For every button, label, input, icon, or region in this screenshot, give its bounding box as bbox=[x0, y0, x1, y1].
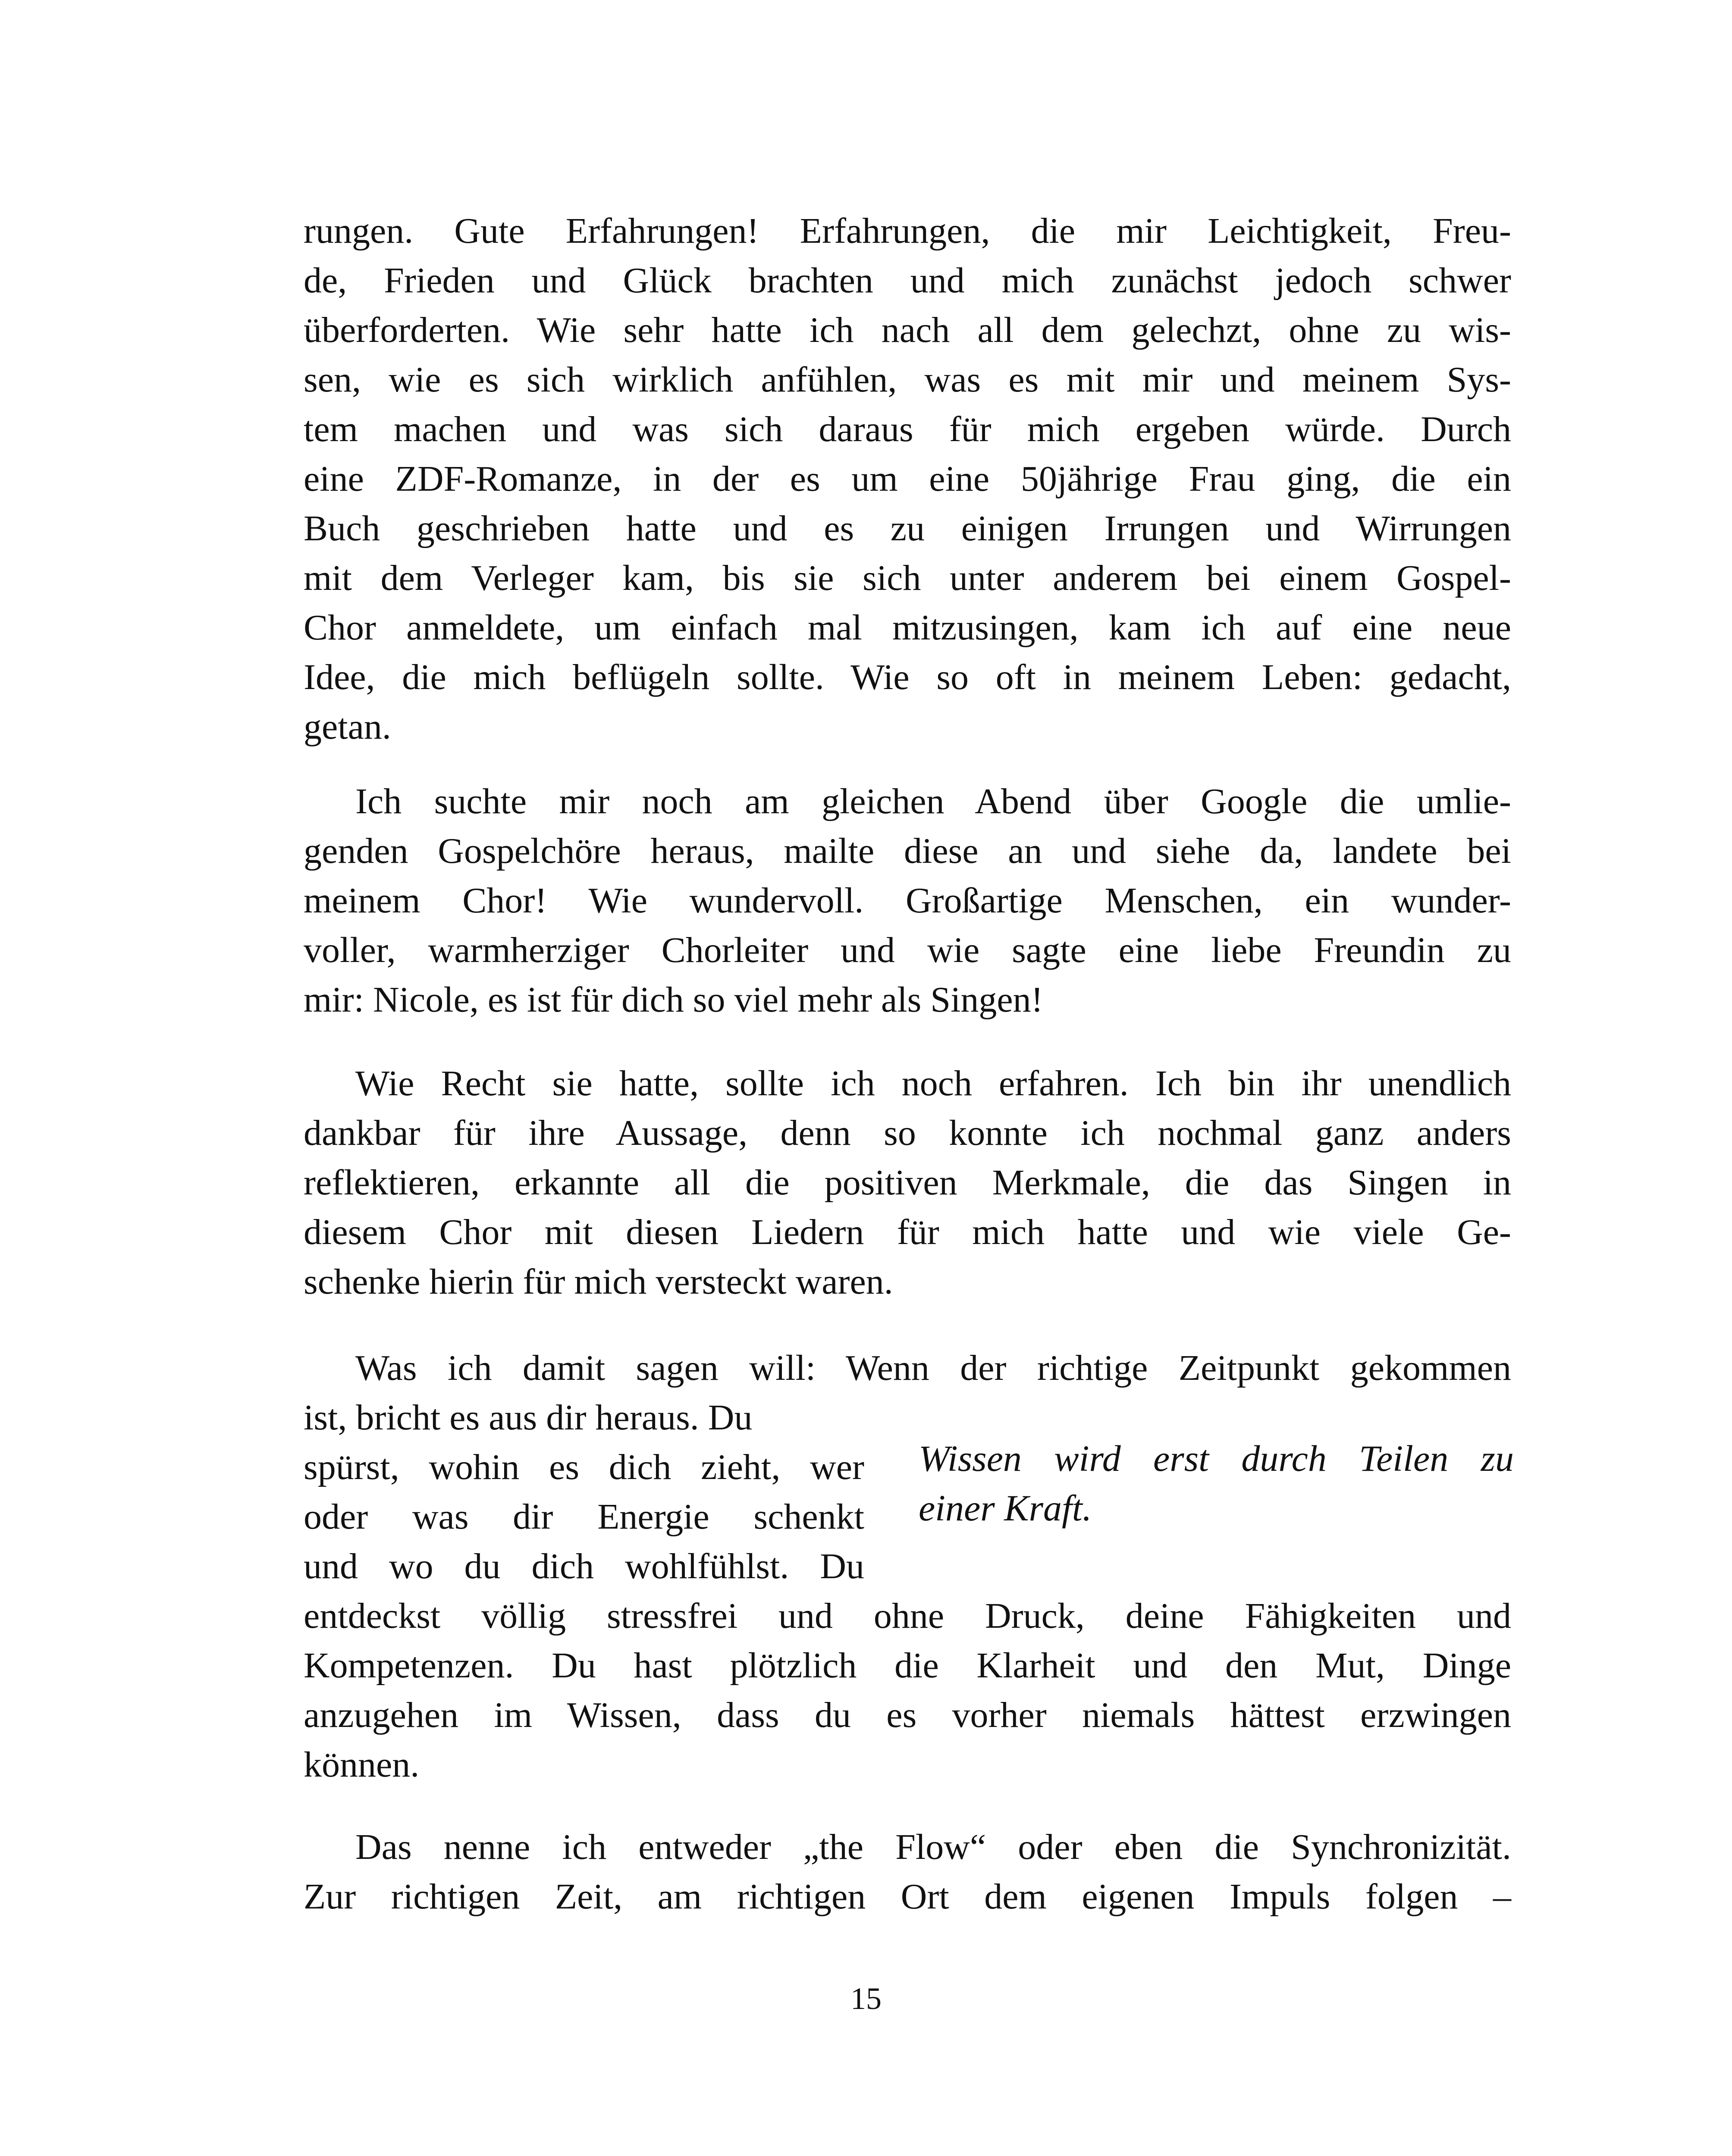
text-line: getan. bbox=[304, 707, 391, 747]
text-line: Kompetenzen. Du hast plötzlich die Klarheit und den Mut, Dinge bbox=[304, 1645, 1511, 1686]
text-line: Idee, die mich beflügeln sollte. Wie so oft in meinem Leben: gedacht, bbox=[304, 657, 1511, 697]
paragraph-2 bbox=[304, 777, 1511, 1025]
paragraph-3 bbox=[304, 1059, 1511, 1307]
text-line: spürst, wohin es dich zieht, wer bbox=[304, 1447, 864, 1487]
text-line: Ich suchte mir noch am gleichen Abend über Google die umlie- bbox=[355, 781, 1511, 821]
pull-quote-line: Wissen wird erst durch Teilen zu bbox=[919, 1438, 1514, 1479]
text-line: meinem Chor! Wie wundervoll. Großartige Menschen, ein wunder- bbox=[304, 881, 1511, 921]
text-line: schenke hierin für mich versteckt waren. bbox=[304, 1262, 893, 1302]
text-line: Was ich damit sagen will: Wenn der richtige Zeitpunkt gekommen bbox=[355, 1348, 1511, 1388]
text-line: genden Gospelchöre heraus, mailte diese an und siehe da, landete bei bbox=[304, 831, 1511, 871]
text-line: rungen. Gute Erfahrungen! Erfahrungen, die mir Leichtigkeit, Freu- bbox=[304, 211, 1511, 251]
text-line: eine ZDF-Romanze, in der es um eine 50jährige Frau ging, die ein bbox=[304, 459, 1511, 499]
paragraph-1 bbox=[304, 206, 1511, 752]
text-line: diesem Chor mit diesen Liedern für mich hatte und wie viele Ge- bbox=[304, 1212, 1511, 1252]
text-line: Zur richtigen Zeit, am richtigen Ort dem eigenen Impuls folgen – bbox=[304, 1877, 1511, 1917]
text-line: anzugehen im Wissen, dass du es vorher niemals hättest erzwingen bbox=[304, 1695, 1511, 1735]
page-number: 15 bbox=[850, 1981, 882, 2016]
text-line: können. bbox=[304, 1745, 420, 1785]
pull-quote bbox=[919, 1434, 1514, 1533]
text-line: entdeckst völlig stressfrei und ohne Druck, deine Fähigkeiten und bbox=[304, 1596, 1511, 1636]
text-line: tem machen und was sich daraus für mich ergeben würde. Durch bbox=[304, 409, 1511, 449]
text-line: mir: Nicole, es ist für dich so viel mehr als Singen! bbox=[304, 980, 1043, 1020]
paragraph-5 bbox=[304, 1822, 1511, 1921]
text-line: Buch geschrieben hatte und es zu einigen Irrungen und Wirrungen bbox=[304, 508, 1511, 548]
text-line: und wo du dich wohlfühlst. Du bbox=[304, 1546, 864, 1586]
text-line: Das nenne ich entweder „the Flow“ oder eben die Synchronizität. bbox=[355, 1827, 1511, 1867]
text-line: überforderten. Wie sehr hatte ich nach all dem gelechzt, ohne zu wis- bbox=[304, 310, 1511, 350]
text-line: Chor anmeldete, um einfach mal mitzusingen, kam ich auf eine neue bbox=[304, 608, 1511, 648]
text-line: mit dem Verleger kam, bis sie sich unter anderem bei einem Gospel- bbox=[304, 558, 1511, 598]
text-line: dankbar für ihre Aussage, denn so konnte ich nochmal ganz anders bbox=[304, 1113, 1511, 1153]
pull-quote-line: einer Kraft. bbox=[919, 1487, 1092, 1529]
text-line: de, Frieden und Glück brachten und mich zunächst jedoch schwer bbox=[304, 260, 1511, 301]
text-line: ist, bricht es aus dir heraus. Du bbox=[304, 1398, 753, 1438]
text-line: reflektieren, erkannte all die positiven Merkmale, die das Singen in bbox=[304, 1163, 1511, 1203]
text-line: Wie Recht sie hatte, sollte ich noch erfahren. Ich bin ihr unendlich bbox=[355, 1063, 1511, 1103]
text-line: voller, warmherziger Chorleiter und wie sagte eine liebe Freundin zu bbox=[304, 930, 1511, 970]
text-line: sen, wie es sich wirklich anfühlen, was es mit mir und meinem Sys- bbox=[304, 360, 1511, 400]
paragraph-4 bbox=[304, 1343, 1511, 1789]
text-line: oder was dir Energie schenkt bbox=[304, 1497, 864, 1537]
